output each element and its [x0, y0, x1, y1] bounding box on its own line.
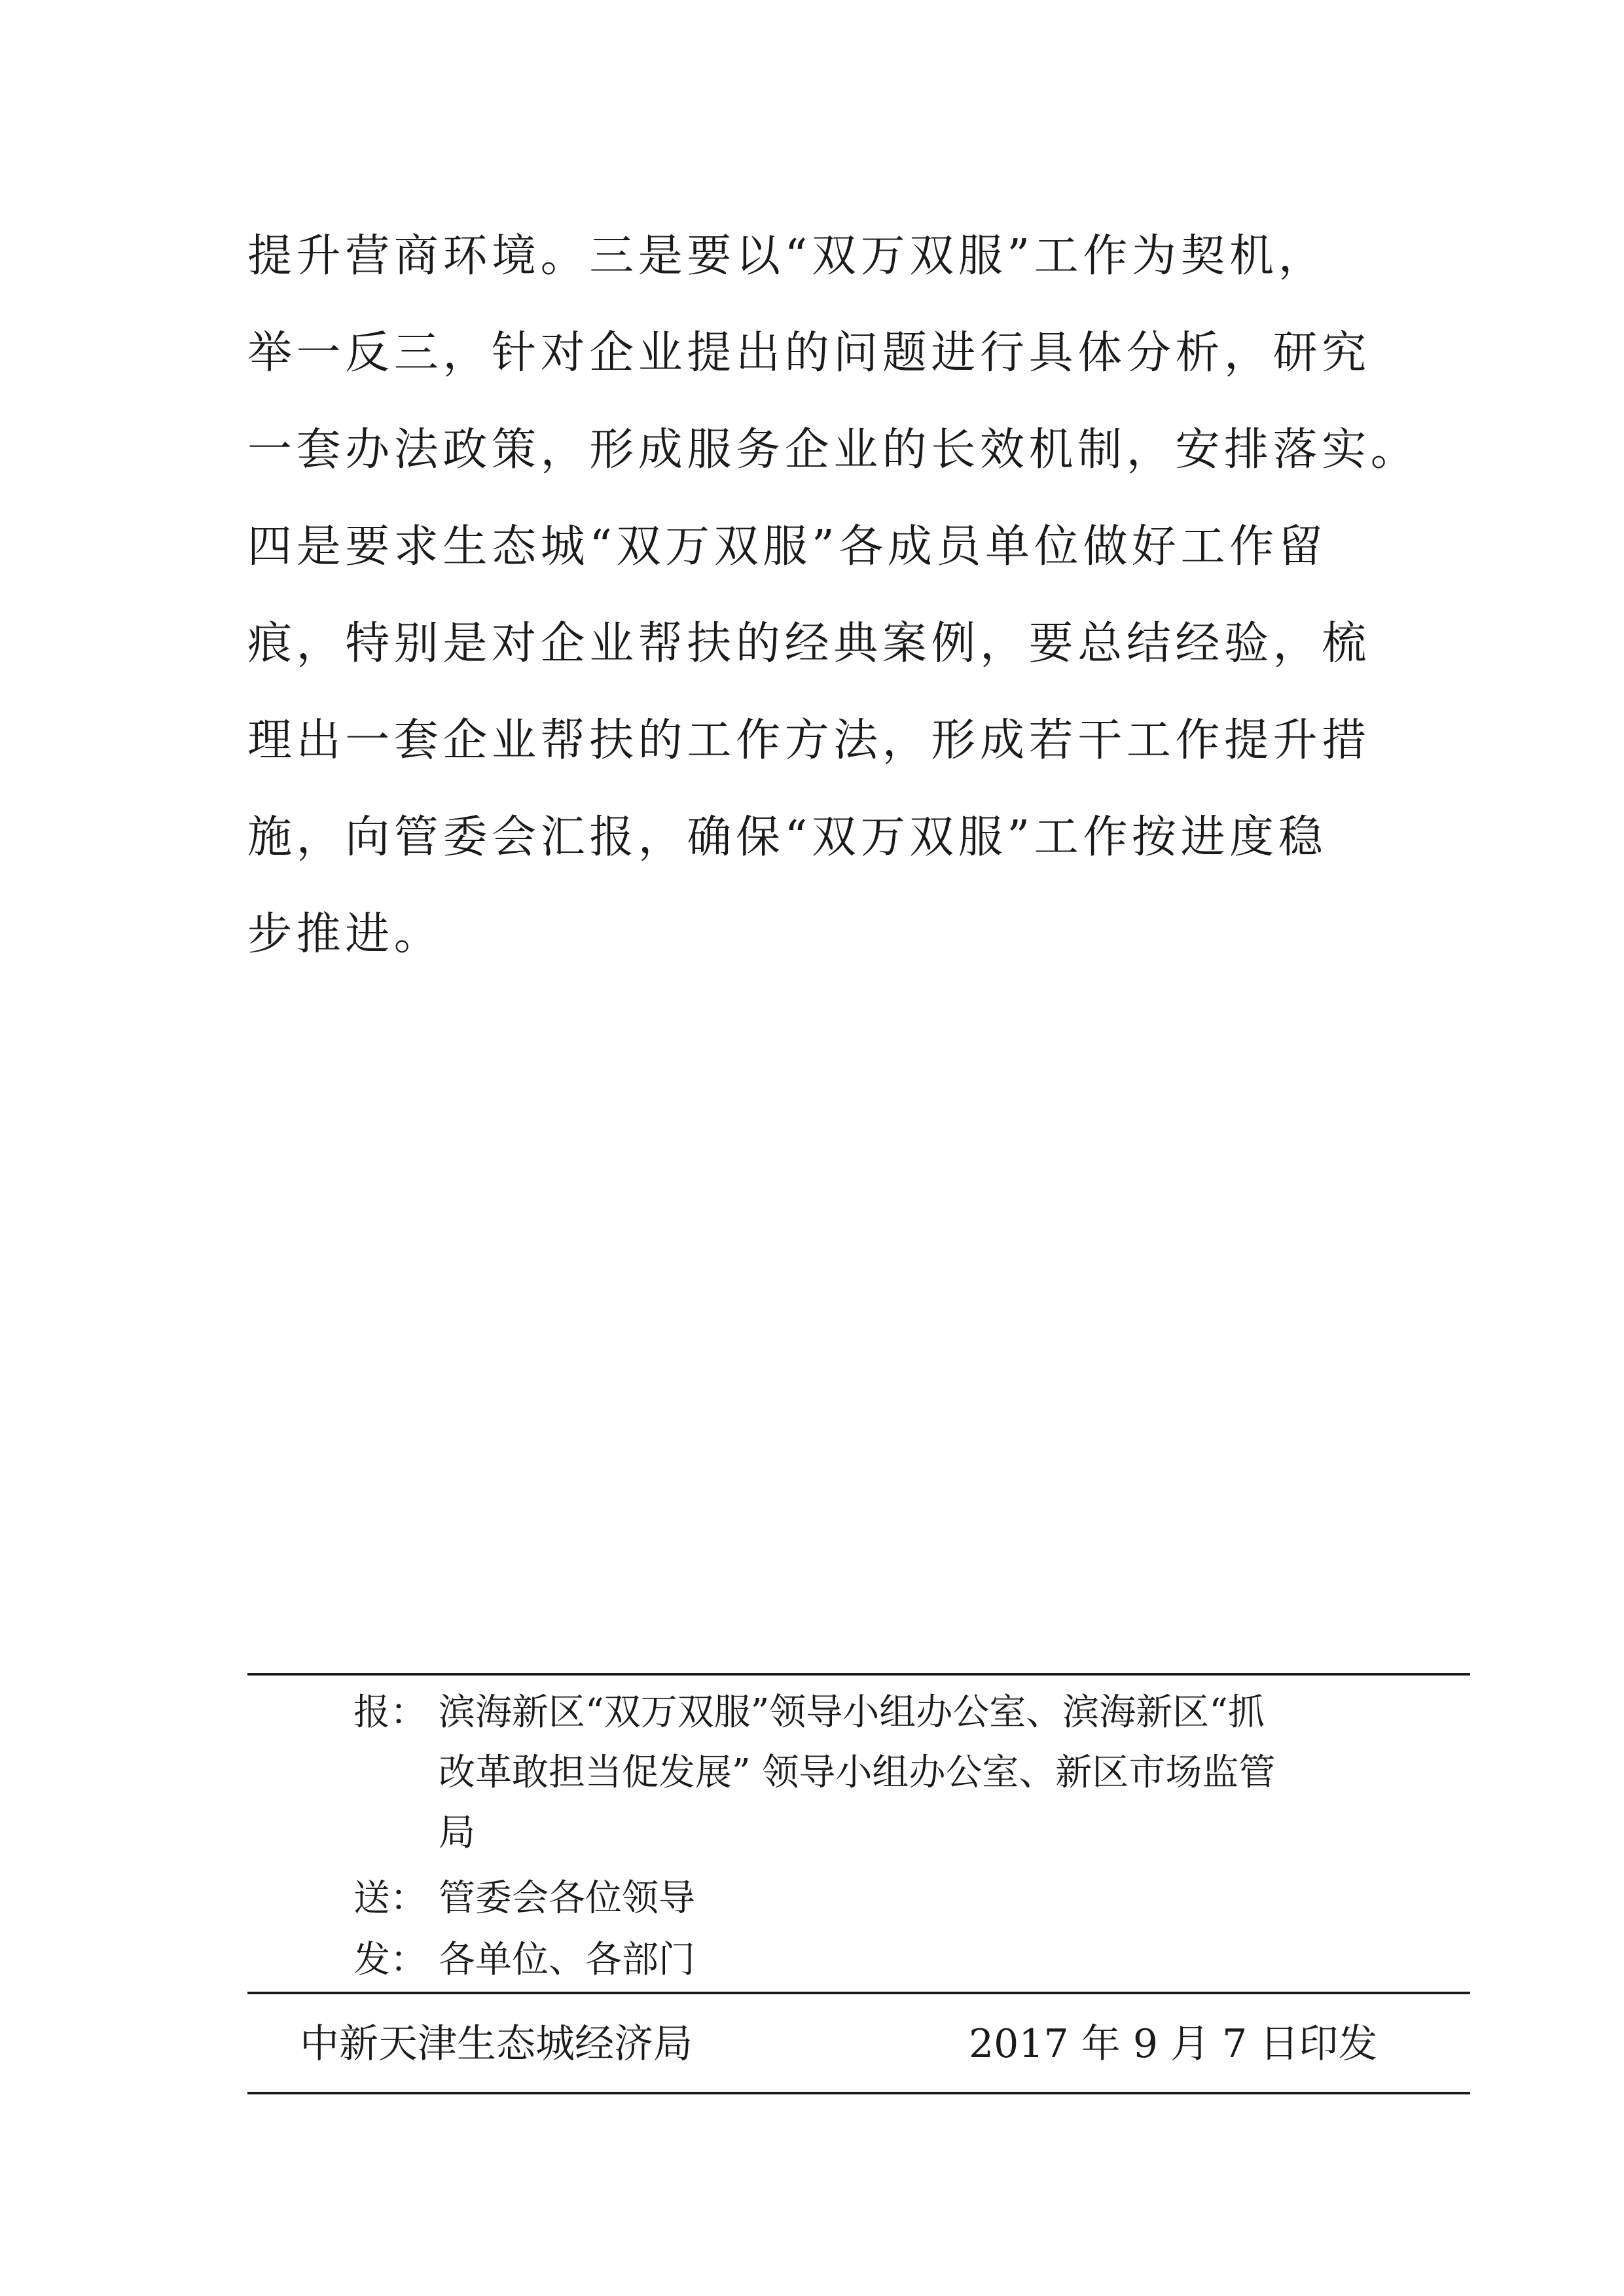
issue-label: 发： [353, 1939, 427, 1981]
send-label: 送： [353, 1877, 427, 1920]
send-recipients: 管委会各位领导 [439, 1877, 695, 1920]
body-paragraph [247, 208, 1420, 983]
body-line: 一套办法政策，形成服务企业的长效机制，安排落实。 [247, 424, 1420, 476]
report-line: 滨海新区“双万双服”领导小组办公室、滨海新区“抓 [439, 1691, 1265, 1734]
body-line: 痕，特别是对企业帮扶的经典案例，要总结经验，梳 [247, 618, 1371, 670]
body-line: 提升营商环境。三是要以“双万双服”工作为契机， [247, 230, 1327, 282]
report-label: 报： [353, 1691, 427, 1734]
body-line: 四是要求生态城“双万双服”各成员单位做好工作留 [247, 521, 1327, 573]
body-line: 步推进。 [247, 908, 443, 960]
body-line: 施，向管委会汇报，确保“双万双服”工作按进度稳 [247, 812, 1327, 863]
body-line: 举一反三，针对企业提出的问题进行具体分析，研究 [247, 327, 1371, 379]
report-line: 改革敢担当促发展” 领导小组办公室、新区市场监管 [439, 1751, 1276, 1794]
footer-bottom-rule [247, 2092, 1470, 2094]
report-line: 局 [439, 1812, 475, 1854]
issuer-name: 中新天津生态城经济局 [300, 2021, 693, 2067]
footer-top-rule [247, 1992, 1470, 1994]
distribution-top-rule [247, 1673, 1470, 1676]
issue-recipients: 各单位、各部门 [439, 1939, 695, 1981]
issue-date: 2017 年 9 月 7 日印发 [969, 2021, 1378, 2067]
body-line: 理出一套企业帮扶的工作方法，形成若干工作提升措 [247, 715, 1371, 766]
